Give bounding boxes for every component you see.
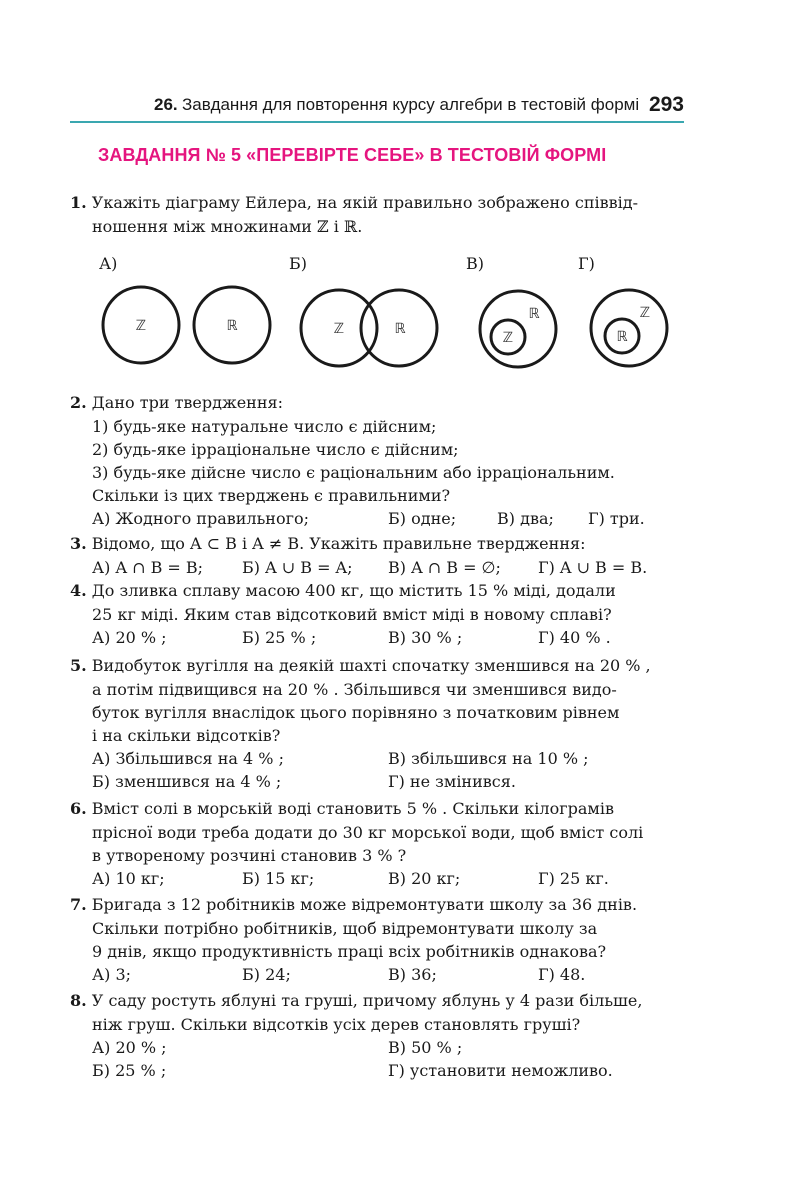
option-c: В) 50 % ; — [388, 1038, 463, 1057]
diagram-d-label-r: ℝ — [616, 329, 628, 345]
option-c: В) 30 % ; — [388, 628, 463, 647]
option-a: А) Жодного правильного; — [92, 509, 309, 528]
question-number: 6. — [70, 799, 87, 818]
question-text: і на скільки відсотків? — [92, 726, 281, 745]
diagram-c-label-r: ℝ — [528, 306, 540, 322]
option-a-label: А) — [99, 254, 118, 273]
question-number: 7. — [70, 895, 87, 914]
question-number: 4. — [70, 581, 87, 600]
option-c: В) 36; — [388, 965, 437, 984]
question-text: Відомо, що A ⊂ B і A ≠ B. Укажіть правильне твердження: — [91, 534, 586, 553]
question-text: в утвореному розчині становив 3 % ? — [92, 846, 407, 865]
option-c: В) два; — [497, 509, 554, 528]
option-d-label: Г) — [578, 254, 595, 273]
option-c: В) A ∩ B = ∅; — [388, 558, 501, 577]
chapter-title: Завдання для повторення курсу алгебри в тестовій формі — [182, 95, 640, 114]
option-b: Б) 25 % ; — [242, 628, 317, 647]
question-text: а потім підвищився на 20 % . Збільшився чи зменшився видо- — [92, 680, 617, 699]
option-a: А) 10 кг; — [92, 869, 165, 888]
option-b: Б) одне; — [388, 509, 457, 528]
question-text: Укажіть діаграму Ейлера, на якій правильно зображено співвід- — [91, 193, 639, 212]
option-a: А) 3; — [92, 965, 132, 984]
question-text: Бригада з 12 робітників може відремонтувати школу за 36 днів. — [91, 895, 638, 914]
question-number: 1. — [70, 193, 87, 212]
option-c-label: В) — [466, 254, 484, 273]
option-d: Г) A ∪ B = B. — [538, 558, 648, 577]
euler-diagrams — [0, 0, 800, 400]
statement-1: 1) будь-яке натуральне число є дійсним; — [92, 417, 437, 436]
option-b: Б) A ∪ B = A; — [242, 558, 353, 577]
page-number: 293 — [648, 93, 684, 116]
option-a: А) 20 % ; — [92, 628, 167, 647]
question-text: Дано три твердження: — [91, 393, 283, 412]
option-b: Б) зменшився на 4 % ; — [92, 772, 282, 791]
option-a: А) A ∩ B = B; — [92, 558, 204, 577]
option-c: В) збільшився на 10 % ; — [388, 749, 589, 768]
statement-2: 2) будь-яке ірраціональне число є дійсним; — [92, 440, 459, 459]
question-text: Скільки із цих тверджень є правильними? — [92, 486, 451, 505]
option-d: Г) не змінився. — [388, 772, 516, 791]
question-text: Вміст солі в морській воді становить 5 % . Скільки кілограмів — [91, 799, 614, 818]
question-text: ніж груш. Скільки відсотків усіх дерев становлять груші? — [92, 1015, 581, 1034]
option-b: Б) 25 % ; — [92, 1061, 167, 1080]
statement-3: 3) будь-яке дійсне число є раціональним або ірраціональним. — [92, 463, 615, 482]
question-text: 9 днів, якщо продуктивність праці всіх робітників однакова? — [92, 942, 607, 961]
option-d: Г) 48. — [538, 965, 586, 984]
chapter-number: 26. — [154, 95, 178, 114]
question-number: 8. — [70, 991, 87, 1010]
question-number: 3. — [70, 534, 87, 553]
option-c: В) 20 кг; — [388, 869, 461, 888]
option-a: А) Збільшився на 4 % ; — [92, 749, 284, 768]
question-text: До зливка сплаву масою 400 кг, що містить 15 % міді, додали — [91, 581, 616, 600]
option-d: Г) 25 кг. — [538, 869, 609, 888]
question-text: буток вугілля внаслідок цього порівняно з початковим рівнем — [92, 703, 620, 722]
option-d: Г) установити неможливо. — [388, 1061, 613, 1080]
option-a: А) 20 % ; — [92, 1038, 167, 1057]
option-b-label: Б) — [289, 254, 307, 273]
diagram-a-label-r: ℝ — [226, 318, 238, 334]
diagram-a-label-z: ℤ — [135, 318, 147, 334]
question-text: ношення між множинами ℤ і ℝ. — [92, 217, 363, 236]
diagram-b-label-r: ℝ — [394, 321, 406, 337]
diagram-d-circle-z — [591, 290, 667, 366]
question-text: Видобуток вугілля на деякій шахті спочатку зменшився на 20 % , — [91, 656, 651, 675]
diagram-d-label-z: ℤ — [639, 305, 651, 321]
question-text: 25 кг міді. Яким став відсотковий вміст міді в новому сплаві? — [92, 605, 612, 624]
section-title: ЗАВДАННЯ № 5 «ПЕРЕВІРТЕ СЕБЕ» В ТЕСТОВІЙ ФОРМІ — [98, 145, 607, 165]
option-b: Б) 24; — [242, 965, 291, 984]
diagram-b-label-z: ℤ — [333, 321, 345, 337]
question-number: 5. — [70, 656, 87, 675]
option-d: Г) 40 % . — [538, 628, 611, 647]
diagram-c-label-z: ℤ — [502, 330, 514, 346]
option-d: Г) три. — [588, 509, 645, 528]
option-b: Б) 15 кг; — [242, 869, 315, 888]
question-text: прісної води треба додати до 30 кг морської води, щоб вміст солі — [92, 823, 644, 842]
question-number: 2. — [70, 393, 87, 412]
question-text: У саду ростуть яблуні та груші, причому яблунь у 4 рази більше, — [91, 991, 643, 1010]
question-text: Скільки потрібно робітників, щоб відремонтувати школу за — [92, 919, 598, 938]
